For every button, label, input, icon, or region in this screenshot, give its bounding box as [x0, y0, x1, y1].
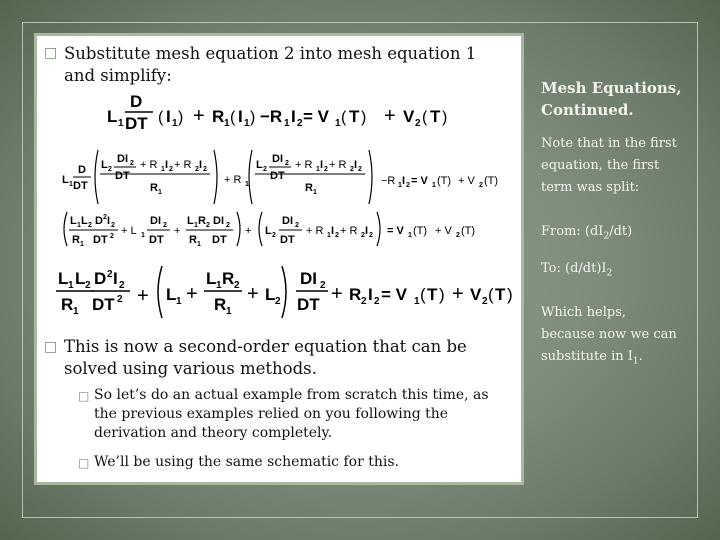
svg-text:−R: −R: [260, 107, 283, 126]
sidebar-from: [541, 221, 632, 248]
svg-text:1: 1: [335, 118, 341, 129]
svg-text:T: T: [495, 285, 506, 304]
svg-text:2: 2: [369, 232, 373, 239]
sub-bullet-square-icon: □: [78, 389, 90, 403]
svg-text:T: T: [349, 107, 360, 126]
bullet-square-icon: □: [44, 45, 58, 61]
bullet-2-line-2: solved using various methods.: [64, 359, 317, 378]
svg-text:2: 2: [88, 222, 92, 229]
svg-text:1: 1: [80, 241, 84, 248]
svg-text:+ R: + R: [174, 159, 192, 171]
svg-text:2: 2: [285, 160, 289, 167]
svg-text:1: 1: [68, 280, 74, 291]
svg-text:2: 2: [456, 232, 460, 239]
svg-text:2: 2: [263, 166, 267, 173]
sidebar-helps-end: .: [638, 349, 643, 364]
svg-text:2: 2: [297, 118, 303, 129]
svg-text:2: 2: [226, 222, 230, 229]
svg-text:1: 1: [141, 232, 145, 239]
svg-text:): ): [442, 109, 448, 126]
svg-text:R: R: [349, 285, 362, 304]
svg-text:DT: DT: [73, 180, 88, 192]
svg-text:+ R: + R: [306, 225, 324, 237]
svg-text:1: 1: [432, 182, 436, 189]
sidebar-from-sub: 2: [603, 231, 610, 242]
svg-text:1: 1: [284, 118, 290, 129]
svg-text:2: 2: [85, 280, 91, 291]
svg-text:L: L: [58, 269, 69, 288]
svg-text:= V: = V: [387, 225, 404, 237]
svg-text:= V: = V: [303, 107, 329, 126]
svg-text:+ V: + V: [458, 175, 475, 187]
svg-text:DT: DT: [280, 234, 295, 246]
svg-text:+: +: [137, 285, 149, 307]
svg-text:DI: DI: [300, 269, 317, 288]
svg-text:2: 2: [103, 214, 107, 221]
svg-text:DI: DI: [117, 153, 128, 165]
svg-text:1: 1: [313, 189, 317, 196]
svg-text:2: 2: [335, 232, 339, 239]
svg-text:DT: DT: [270, 170, 285, 182]
svg-text:2: 2: [203, 166, 207, 173]
svg-text:I: I: [402, 175, 406, 187]
svg-text:1: 1: [244, 118, 250, 129]
svg-text:1: 1: [245, 181, 249, 188]
svg-text:+: +: [245, 225, 252, 237]
svg-text:1: 1: [216, 280, 222, 291]
bullet-1-line-1: Substitute mesh equation 2 into mesh equation 1: [64, 44, 477, 63]
svg-text:R: R: [222, 269, 235, 288]
svg-text:2: 2: [295, 222, 299, 229]
svg-text:(T): (T): [484, 175, 499, 187]
svg-text:I: I: [291, 107, 296, 126]
equation-3: [64, 212, 475, 248]
svg-text:1: 1: [77, 222, 81, 229]
svg-text:I: I: [238, 107, 243, 126]
svg-text:L: L: [206, 269, 217, 288]
svg-text:L: L: [265, 225, 272, 237]
svg-text:I: I: [320, 159, 324, 171]
svg-text:2: 2: [350, 166, 354, 173]
sidebar-to: [541, 258, 612, 285]
svg-text:+: +: [193, 105, 205, 127]
svg-text:T: T: [430, 107, 441, 126]
svg-text:I: I: [365, 225, 369, 237]
svg-text:L: L: [265, 285, 276, 304]
svg-text:+: +: [186, 283, 198, 305]
svg-text:1: 1: [176, 296, 182, 307]
svg-text:L: L: [256, 159, 263, 171]
svg-text:DT: DT: [93, 234, 108, 246]
svg-text:I: I: [331, 225, 335, 237]
sidebar-from-label: From: (dI: [541, 224, 604, 239]
svg-text:1: 1: [316, 166, 320, 173]
svg-text:2: 2: [206, 222, 210, 229]
svg-text:D: D: [95, 215, 103, 227]
svg-text:): ): [250, 109, 256, 126]
svg-text:+: +: [384, 105, 396, 127]
svg-text:+: +: [247, 283, 259, 305]
bullet-2-line-1: This is now a second-order equation that can be: [64, 337, 467, 356]
svg-text:2: 2: [275, 296, 281, 307]
svg-text:DT: DT: [115, 170, 130, 182]
svg-text:+: +: [331, 283, 343, 305]
svg-text:(T): (T): [437, 175, 452, 187]
svg-text:R: R: [72, 234, 80, 246]
sidebar-note-line-2: equation, the first: [541, 158, 660, 173]
bullet-1-line-2: and simplify:: [64, 66, 172, 85]
svg-text:+ L: + L: [121, 225, 137, 237]
svg-text:2: 2: [358, 166, 362, 173]
svg-text:(: (: [230, 109, 236, 126]
svg-text:DI: DI: [150, 215, 161, 227]
svg-text:+ R: + R: [340, 225, 358, 237]
svg-text:2: 2: [107, 269, 113, 280]
sidebar-helps-line-1: Which helps,: [541, 305, 627, 320]
svg-text:R: R: [212, 107, 225, 126]
sub-bullet-1-line-2: the previous examples relied on you following the: [94, 406, 449, 422]
svg-text:1: 1: [118, 118, 124, 129]
svg-text:1: 1: [172, 118, 178, 129]
sidebar-to-sub: 2: [606, 268, 613, 279]
sidebar-helps-sub: 1: [632, 356, 639, 367]
svg-text:R: R: [214, 295, 227, 314]
svg-text:(: (: [422, 109, 428, 126]
sidebar-helps-line-2: because now we can: [541, 327, 677, 342]
svg-text:1: 1: [327, 232, 331, 239]
svg-text:+ R: + R: [140, 159, 158, 171]
svg-text:I: I: [107, 215, 111, 227]
svg-text:1: 1: [226, 306, 232, 317]
svg-text:I: I: [199, 159, 203, 171]
svg-text:L: L: [81, 215, 88, 227]
svg-text:DT: DT: [92, 295, 115, 314]
svg-text:(T): (T): [461, 225, 476, 237]
svg-text:R: R: [189, 234, 197, 246]
svg-text:+: +: [174, 225, 181, 237]
svg-text:I: I: [165, 159, 169, 171]
sidebar-note-line-1: Note that in the first: [541, 136, 677, 151]
svg-text:I: I: [368, 285, 373, 304]
svg-text:): ): [439, 285, 445, 304]
svg-text:2: 2: [169, 166, 173, 173]
svg-text:2: 2: [110, 233, 114, 240]
svg-text:V: V: [403, 107, 415, 126]
svg-text:D: D: [94, 269, 107, 288]
svg-text:DI: DI: [272, 153, 283, 165]
bullet-square-icon: □: [44, 339, 58, 355]
svg-text:V: V: [470, 285, 482, 304]
svg-text:2: 2: [272, 232, 276, 239]
sidebar-helps-line-3: [541, 346, 643, 373]
equation-4: [56, 266, 513, 318]
svg-text:2: 2: [130, 160, 134, 167]
svg-text:R: R: [150, 182, 158, 194]
svg-text:2: 2: [406, 182, 410, 189]
svg-text:1: 1: [224, 118, 230, 129]
svg-text:1: 1: [158, 189, 162, 196]
svg-text:(: (: [488, 285, 494, 304]
sub-bullet-square-icon: □: [78, 456, 90, 470]
svg-text:1: 1: [398, 182, 402, 189]
svg-text:DT: DT: [125, 114, 148, 133]
sub-bullet-1-line-3: derivation and theory completely.: [94, 425, 333, 441]
svg-text:2: 2: [482, 296, 488, 307]
sub-bullet-1-line-1: So let’s do an actual example from scratch this time, as: [94, 387, 489, 403]
svg-text:L: L: [101, 159, 108, 171]
svg-text:+ V: + V: [435, 225, 452, 237]
sub-bullet-2: We’ll be using the same schematic for this.: [94, 454, 399, 470]
svg-text:L: L: [166, 285, 177, 304]
svg-text:DI: DI: [282, 215, 293, 227]
svg-text:L: L: [75, 269, 86, 288]
svg-text:L: L: [62, 174, 69, 186]
svg-text:2: 2: [415, 118, 421, 129]
svg-text:(: (: [341, 109, 347, 126]
sidebar-from-end: /dt): [609, 224, 633, 239]
svg-text:1: 1: [408, 232, 412, 239]
svg-text:): ): [178, 109, 184, 126]
svg-text:2: 2: [117, 294, 123, 305]
svg-text:L: L: [187, 215, 194, 227]
svg-text:2: 2: [320, 280, 326, 291]
svg-text:I: I: [166, 107, 171, 126]
equation-2: [62, 150, 498, 204]
svg-text:D: D: [130, 92, 143, 111]
svg-text:DT: DT: [212, 234, 227, 246]
svg-text:R: R: [61, 295, 74, 314]
svg-text:+ R: + R: [224, 174, 242, 186]
svg-text:1: 1: [73, 306, 79, 317]
svg-text:+ R: + R: [329, 159, 347, 171]
svg-text:= V: = V: [381, 285, 407, 304]
svg-text:1: 1: [197, 241, 201, 248]
svg-text:1: 1: [414, 296, 420, 307]
svg-text:(: (: [158, 109, 164, 126]
svg-text:DT: DT: [149, 234, 164, 246]
svg-text:R: R: [198, 215, 206, 227]
svg-text:2: 2: [361, 232, 365, 239]
svg-text:2: 2: [479, 182, 483, 189]
svg-text:R: R: [305, 182, 313, 194]
svg-text:1: 1: [194, 222, 198, 229]
svg-text:+: +: [452, 283, 464, 305]
svg-text:): ): [507, 285, 513, 304]
svg-text:D: D: [78, 164, 86, 176]
svg-text:−R: −R: [381, 175, 396, 187]
sidebar-title-line-1: Mesh Equations,: [541, 79, 682, 97]
sidebar-title-line-2: Continued.: [541, 101, 634, 119]
svg-text:I: I: [354, 159, 358, 171]
sidebar-helps-text: substitute in I: [541, 349, 633, 364]
svg-text:(T): (T): [413, 225, 428, 237]
svg-text:1: 1: [161, 166, 165, 173]
sidebar-to-label: To: (d/dt)I: [541, 261, 607, 276]
svg-text:): ): [361, 109, 367, 126]
svg-text:(: (: [420, 285, 426, 304]
svg-text:2: 2: [195, 166, 199, 173]
svg-text:2: 2: [163, 222, 167, 229]
svg-text:2: 2: [324, 166, 328, 173]
svg-text:T: T: [427, 285, 438, 304]
svg-text:= V: = V: [411, 175, 428, 187]
svg-text:2: 2: [234, 280, 240, 291]
svg-text:2: 2: [111, 222, 115, 229]
svg-text:L: L: [70, 215, 77, 227]
sidebar-note-line-3: term was split:: [541, 180, 640, 195]
svg-text:I: I: [113, 269, 118, 288]
equation-1: [107, 92, 447, 133]
svg-text:2: 2: [119, 280, 125, 291]
svg-text:1: 1: [69, 181, 73, 188]
svg-text:DI: DI: [213, 215, 224, 227]
svg-text:2: 2: [374, 296, 380, 307]
svg-text:L: L: [107, 107, 118, 126]
svg-text:2: 2: [108, 166, 112, 173]
svg-text:2: 2: [361, 296, 367, 307]
svg-text:+ R: + R: [295, 159, 313, 171]
svg-text:DT: DT: [297, 295, 320, 314]
